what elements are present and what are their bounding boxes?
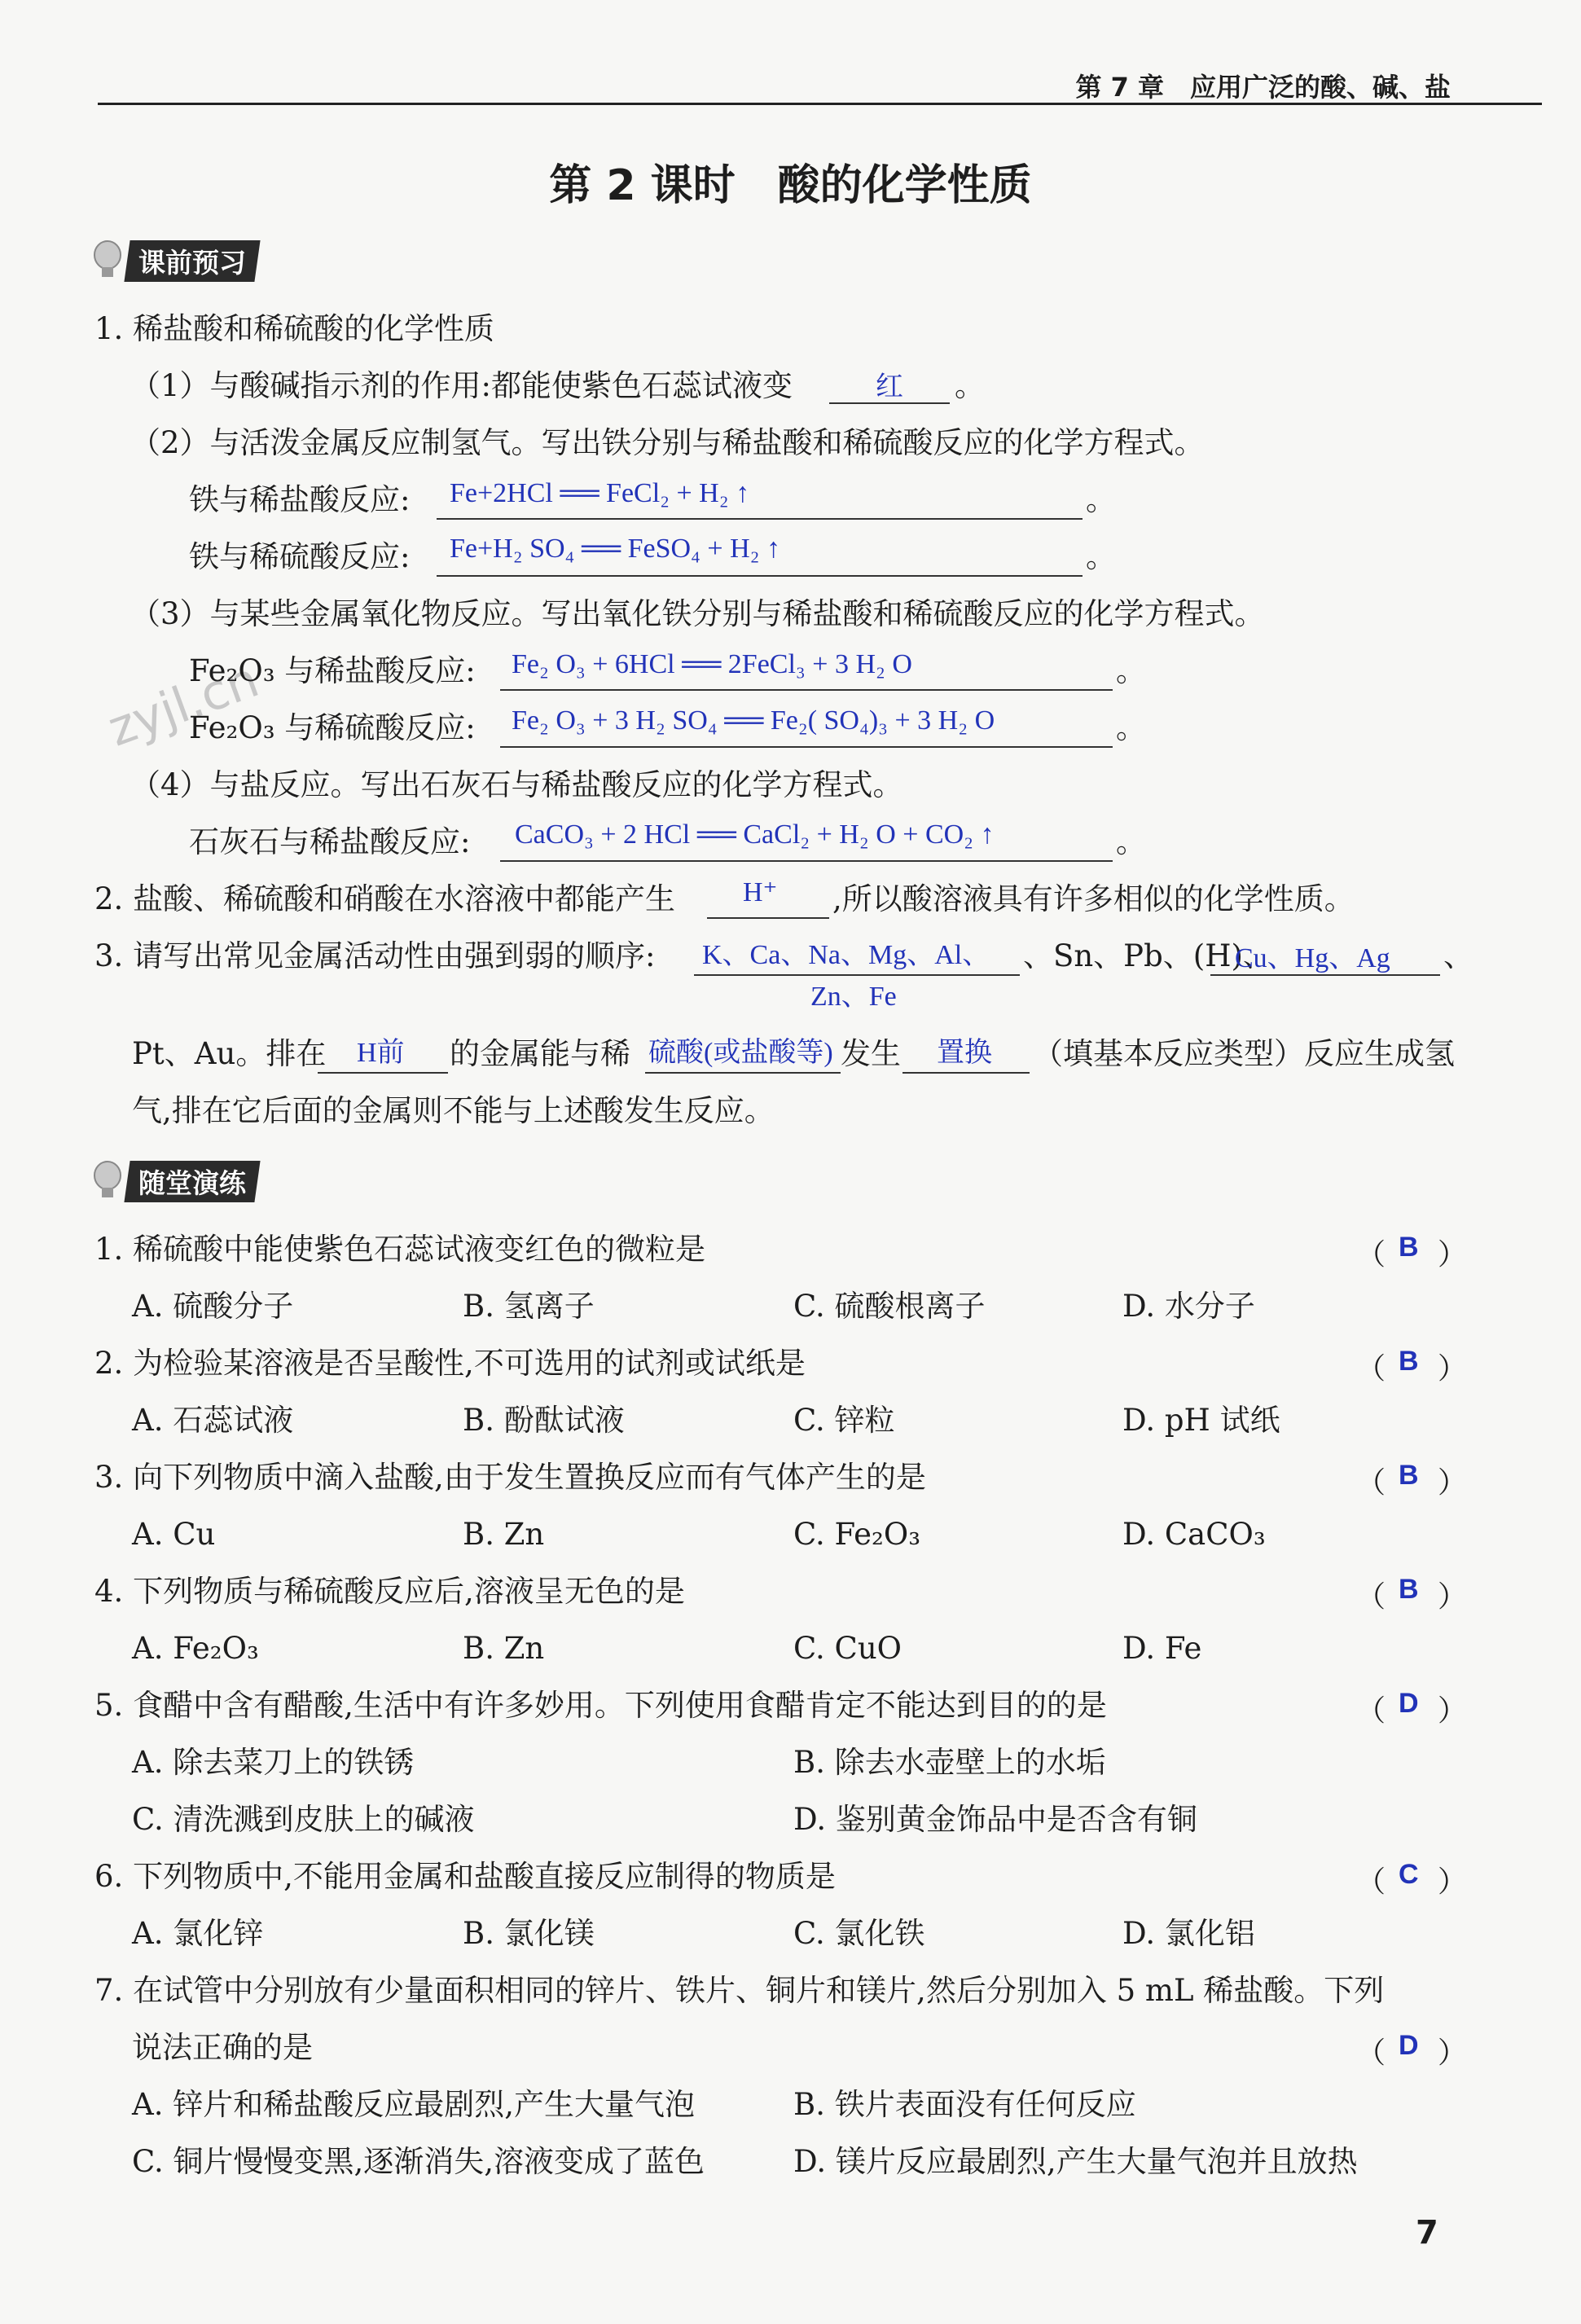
mc3-option-d: D. CaCO₃ (1122, 1517, 1266, 1552)
page-title: 第 2 课时 酸的化学性质 (549, 161, 1032, 210)
mc6-option-a: A. 氯化锌 (132, 1916, 264, 1951)
q1-p4a-blank (500, 860, 1113, 862)
q1-p2a-label: 铁与稀盐酸反应: (189, 482, 411, 517)
period: 。 (1116, 653, 1146, 688)
q1-p2b-label: 铁与稀硫酸反应: (189, 539, 411, 574)
mc4-option-b: B. Zn (463, 1631, 545, 1666)
mc2-option-b: B. 酚酞试液 (463, 1403, 625, 1438)
q3-answer-5: 置换 (937, 1038, 992, 1068)
mc7-option-b: B. 铁片表面没有任何反应 (793, 2087, 1136, 2122)
q1-p2a-blank (437, 518, 1083, 520)
q3-line2-a: Pt、Au。排在 (132, 1036, 327, 1071)
q1-p3b-answer: Fe₂ O₃ + 3 H₂ SO₄ ══ Fe₂( SO₄)₃ + 3 H₂ O (512, 705, 995, 736)
q2-blank (707, 917, 829, 919)
mc6-answer-bracket: （ C ） (1356, 1859, 1468, 1899)
q1-p3b-label: Fe₂O₃ 与稀硫酸反应: (189, 710, 476, 745)
mc5-option-b: B. 除去水壶壁上的水垢 (793, 1745, 1106, 1780)
lightbulb-icon (91, 239, 124, 282)
period: 。 (1086, 482, 1116, 517)
mc2-option-d: D. pH 试纸 (1122, 1403, 1280, 1438)
q1-p4a-label: 石灰石与稀盐酸反应: (189, 824, 471, 859)
section-label: 随堂演练 (124, 1161, 260, 1202)
q2-answer: H⁺ (743, 877, 778, 907)
mc2-answer-bracket: （ B ） (1356, 1346, 1468, 1386)
mc6-option-d: D. 氯化铝 (1122, 1916, 1255, 1951)
mc3-answer-bracket: （ B ） (1356, 1460, 1468, 1500)
q1-p3-text: （3）与某些金属氧化物反应。写出氧化铁分别与稀盐酸和稀硫酸反应的化学方程式。 (130, 596, 1265, 631)
q1-p2b-answer: Fe+H₂ SO₄ ══ FeSO₄ + H₂ ↑ (450, 534, 780, 564)
q3-blank-5 (902, 1072, 1030, 1074)
mc1-option-a: A. 硫酸分子 (132, 1289, 294, 1324)
mc4-option-a: A. Fe₂O₃ (132, 1631, 259, 1666)
mc2-option-c: C. 锌粒 (793, 1403, 895, 1438)
mc2-stem: 2. 为检验某溶液是否呈酸性,不可选用的试剂或试纸是 (94, 1346, 806, 1381)
mc7-answer-bracket: （ D ） (1356, 2030, 1468, 2070)
q2-pre: 2. 盐酸、稀硫酸和硝酸在水溶液中都能产生 (94, 881, 676, 916)
q3-end1: 、 (1443, 938, 1473, 973)
mc5-option-d: D. 鉴别黄金饰品中是否含有铜 (793, 1802, 1197, 1837)
q3-line3: 气,排在它后面的金属则不能与上述酸发生反应。 (132, 1093, 775, 1128)
mc6-option-b: B. 氯化镁 (463, 1916, 595, 1951)
mc6-option-c: C. 氯化铁 (793, 1916, 925, 1951)
mc2-option-a: A. 石蕊试液 (132, 1403, 294, 1438)
q1-p3a-answer: Fe₂ O₃ + 6HCl ══ 2FeCl₃ + 3 H₂ O (512, 649, 912, 679)
q1-p2b-blank (437, 575, 1083, 577)
q1-p2-text: （2）与活泼金属反应制氢气。写出铁分别与稀盐酸和稀硫酸反应的化学方程式。 (130, 425, 1205, 460)
lightbulb-icon (91, 1160, 124, 1202)
mc4-answer-bracket: （ B ） (1356, 1574, 1468, 1614)
q1-p1-end: 。 (955, 368, 985, 403)
mc1-option-b: B. 氢离子 (463, 1289, 595, 1324)
mc7-option-c: C. 铜片慢慢变黑,逐渐消失,溶液变成了蓝色 (132, 2144, 705, 2179)
q1-p4a-answer: CaCO₃ + 2 HCl ══ CaCl₂ + H₂ O + CO₂ ↑ (515, 819, 995, 850)
mc7-option-d: D. 镁片反应最剧烈,产生大量气泡并且放热 (793, 2144, 1358, 2179)
mc4-stem: 4. 下列物质与稀硫酸反应后,溶液呈无色的是 (94, 1574, 685, 1609)
mc4-option-d: D. Fe (1122, 1631, 1202, 1666)
mc5-answer-bracket: （ D ） (1356, 1688, 1468, 1728)
q3-blank-3 (318, 1072, 448, 1074)
q3-answer-1: K、Ca、Na、Mg、Al、 (702, 940, 990, 970)
mc5-option-a: A. 除去菜刀上的铁锈 (132, 1745, 415, 1780)
mc3-stem: 3. 向下列物质中滴入盐酸,由于发生置换反应而有气体产生的是 (94, 1460, 926, 1495)
q1-stem: 1. 稀盐酸和稀硫酸的化学性质 (94, 311, 495, 346)
mc1-option-d: D. 水分子 (1122, 1289, 1255, 1324)
page-number: 7 (1416, 2214, 1438, 2252)
mc1-answer-bracket: （ B ） (1356, 1232, 1468, 1272)
q1-p2a-answer: Fe+2HCl ══ FeCl₂ + H₂ ↑ (450, 478, 750, 508)
q2-post: ,所以酸溶液具有许多相似的化学性质。 (832, 881, 1355, 916)
q3-pre: 3. 请写出常见金属活动性由强到弱的顺序: (94, 938, 656, 973)
q3-line2-c: 发生 (841, 1036, 901, 1071)
q3-line2-b: 的金属能与稀 (450, 1036, 630, 1071)
q3-answer-3: H前 (357, 1038, 405, 1068)
q1-p3a-blank (500, 689, 1113, 691)
mc3-option-b: B. Zn (463, 1517, 545, 1552)
section-practice-header (91, 1161, 257, 1202)
mc6-stem: 6. 下列物质中,不能用金属和盐酸直接反应制得的物质是 (94, 1859, 836, 1894)
mc1-stem: 1. 稀硫酸中能使紫色石蕊试液变红色的微粒是 (94, 1232, 706, 1267)
mc7-option-a: A. 锌片和稀盐酸反应最剧烈,产生大量气泡 (132, 2087, 696, 2122)
q3-answer-4: 硫酸(或盐酸等) (648, 1038, 833, 1068)
q1-p1-answer: 红 (876, 372, 903, 402)
mc4-option-c: C. CuO (793, 1631, 902, 1666)
q3-answer-1b: Zn、Fe (810, 982, 897, 1012)
chapter-header: 第 7 章 应用广泛的酸、碱、盐 (1075, 72, 1451, 103)
q1-p4-text: （4）与盐反应。写出石灰石与稀盐酸反应的化学方程式。 (130, 767, 903, 802)
mc5-stem: 5. 食醋中含有醋酸,生活中有许多妙用。下列使用食醋肯定不能达到目的的是 (94, 1688, 1107, 1723)
q1-p3a-label: Fe₂O₃ 与稀盐酸反应: (189, 653, 476, 688)
mc3-option-a: A. Cu (132, 1517, 216, 1552)
q3-blank-4 (645, 1072, 841, 1074)
section-label: 课前预习 (124, 240, 260, 282)
mc7-stem: 7. 在试管中分别放有少量面积相同的锌片、铁片、铜片和镁片,然后分别加入 5 mL 稀盐酸。下列 (94, 1973, 1385, 2008)
period: 。 (1116, 710, 1146, 745)
q3-mid: 、Sn、Pb、(H)、 (1023, 938, 1273, 973)
header-rule (98, 103, 1542, 105)
q3-line2-d: （填基本反应类型）反应生成氢 (1033, 1036, 1455, 1071)
mc3-option-c: C. Fe₂O₃ (793, 1517, 921, 1552)
q3-answer-2: Cu、Hg、Ag (1235, 943, 1390, 973)
mc1-option-c: C. 硫酸根离子 (793, 1289, 986, 1324)
period: 。 (1086, 539, 1116, 574)
mc7-stem-2: 说法正确的是 (132, 2030, 313, 2065)
q1-p1-text: （1）与酸碱指示剂的作用:都能使紫色石蕊试液变 (130, 368, 793, 403)
watermark: zyjl.cn (100, 651, 266, 758)
section-preview-header (91, 240, 257, 281)
q1-p3b-blank (500, 746, 1113, 748)
period: 。 (1116, 824, 1146, 859)
mc5-option-c: C. 清洗溅到皮肤上的碱液 (132, 1802, 475, 1837)
